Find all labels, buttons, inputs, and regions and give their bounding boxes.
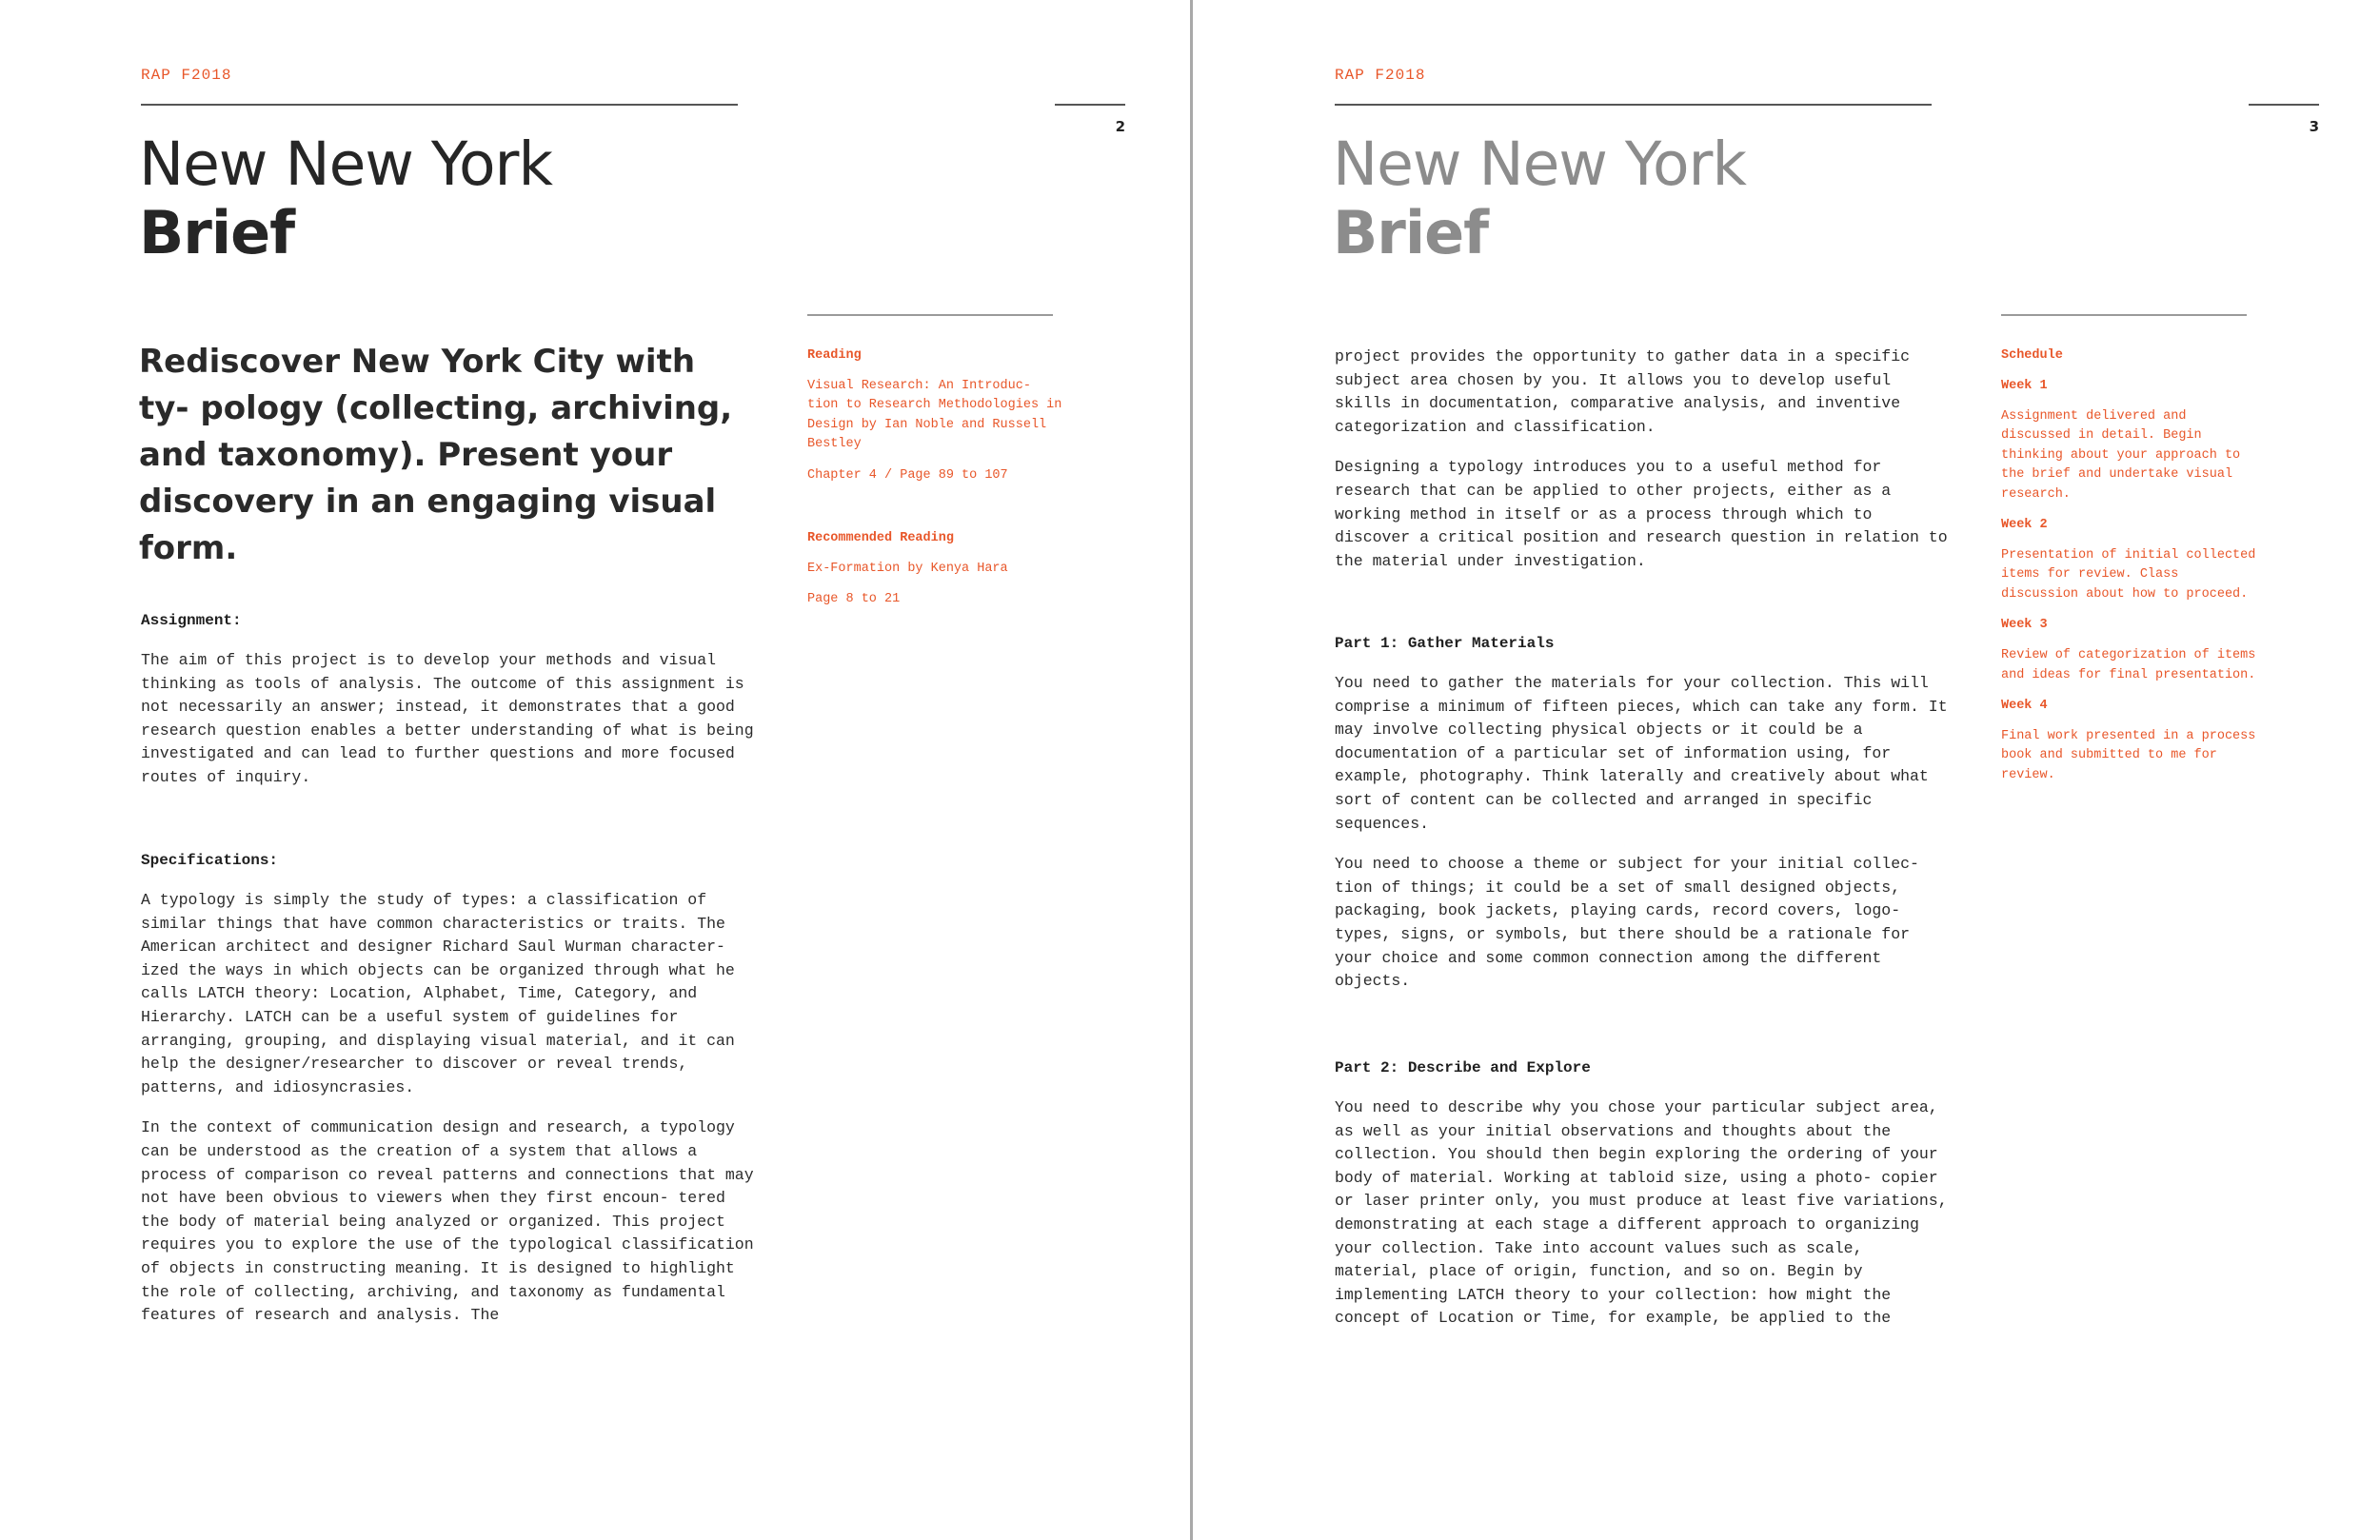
assignment-section	[141, 609, 755, 790]
intro-paragraph-1: project provides the opportunity to gather data in a specific subject area chosen by you. It allows you to develop useful skills in documentation, comparative analysis, and inventive categorization and classification.	[1335, 347, 1910, 436]
part1-section	[1335, 632, 1949, 994]
recommended-item: Ex-Formation by Kenya Hara	[807, 562, 1008, 577]
page-title-line2: Brief	[139, 198, 295, 267]
page-3	[1194, 0, 2380, 1540]
part2-section	[1335, 1056, 1949, 1331]
page-title-line1: New New York	[139, 129, 552, 199]
part1-heading: Part 1: Gather Materials	[1335, 635, 1555, 652]
week-3-label: Week 3	[2001, 618, 2048, 633]
reading-item: Visual Research: An Introduc- tion to Research Methodologies in Design by Ian Noble and Russell Bestley	[807, 379, 1062, 452]
part2-heading: Part 2: Describe and Explore	[1335, 1059, 1591, 1076]
page-number: 2	[1115, 118, 1125, 135]
week-3-text: Review of categorization of items and ideas for final presentation.	[2001, 648, 2256, 682]
intro-section	[1335, 346, 1949, 573]
intro-paragraph-2: Designing a typology introduces you to a useful method for research that can be applied to other projects, either as a working method in itself or as a process through which to discover a critical position and research question in relation to the material under investigation.	[1335, 458, 1948, 570]
page-number-rule	[2249, 104, 2319, 106]
specifications-heading: Specifications:	[141, 852, 279, 869]
page-number: 3	[2309, 118, 2319, 135]
week-4-label: Week 4	[2001, 699, 2048, 714]
page-fold-divider	[1190, 0, 1193, 1540]
reading-sidebar	[807, 314, 1064, 610]
assignment-paragraph: The aim of this project is to develop your methods and visual thinking as tools of analysis. The outcome of this assignment is not necessarily an answer; instead, it demonstrates that a good research question enables a better understanding of what is being investigated and can lead to further questions and more focused routes of inquiry.	[141, 651, 754, 786]
sidebar-rule	[2001, 314, 2247, 316]
week-1-label: Week 1	[2001, 379, 2048, 393]
week-2-text: Presentation of initial collected items for review. Class discussion about how to proceed.	[2001, 548, 2256, 602]
recommended-pages: Page 8 to 21	[807, 592, 901, 607]
schedule-heading: Schedule	[2001, 348, 2063, 363]
sidebar-rule	[807, 314, 1053, 316]
reading-pages: Chapter 4 / Page 89 to 107	[807, 467, 1008, 483]
page-title-line2: Brief	[1333, 198, 1489, 267]
week-2-label: Week 2	[2001, 518, 2048, 533]
specifications-paragraph-2: In the context of communication design and research, a typology can be understood as the creation of a system that allows a process of comparison co reveal patterns and connections that may not have been obvious to viewers when they first encoun- tered the body of material being analyzed or organized. This project requires you to explore the use of the typological classification of objects in constructing meaning. It is designed to highlight the role of collecting, archiving, and taxonomy as fundamental features of research and analysis. The	[141, 1118, 754, 1325]
part1-paragraph-2: You need to choose a theme or subject for your initial collec- tion of things; it could be a set of small designed objects, packaging, book jackets, playing cards, record covers, logo- types, signs, or symbols, but there should be a rationale for your choice and some common connection among the different objects.	[1335, 855, 1919, 991]
part2-paragraph: You need to describe why you chose your particular subject area, as well as your initial observations and thoughts about the collection. You should then begin exploring the ordering of your body of material. Working at tabloid size, using a photo- copier or laser printer only, you must produce at least five variations, demonstrating at each stage a different approach to organizing your collection. Take into account values such as scale, material, place of origin, function, and so on. Begin by implementing LATCH theory to your collection: how might the concept of Location or Time, for example, be applied to the	[1335, 1098, 1948, 1328]
specifications-paragraph-1: A typology is simply the study of types: a classification of similar things that have common characteristics or traits. The American architect and designer Richard Saul Wurman character- ized the ways in which objects can be organized through what he calls LATCH theory: Location, Alphabet, Time, Category, and Hierarchy. LATCH can be a useful system of guidelines for arranging, grouping, and displaying visual material, and it can help the designer/researcher to discover or reveal trends, patterns, and idiosyncrasies.	[141, 891, 735, 1096]
lede-statement: Rediscover New York City with ty- pology (collecting, archiving, and taxonomy). Present your discovery in an engaging visual form.	[139, 343, 733, 567]
week-1-text: Assignment delivered and discussed in detail. Begin thinking about your approach to the brief and undertake visual research.	[2001, 409, 2241, 502]
schedule-sidebar	[2001, 314, 2258, 785]
week-4-text: Final work presented in a process book and submitted to me for review.	[2001, 729, 2256, 782]
page-title-line1: New New York	[1333, 129, 1746, 199]
header-rule	[1335, 104, 1932, 106]
page-number-rule	[1055, 104, 1125, 106]
recommended-reading-heading: Recommended Reading	[807, 531, 954, 546]
reading-heading: Reading	[807, 348, 862, 363]
part1-paragraph-1: You need to gather the materials for your collection. This will comprise a minimum of fifteen pieces, which can take any form. It may involve collecting physical objects or it could be a documentation of a particular set of information using, for example, photography. Think laterally and creatively about what sort of content can be collected and arranged in specific sequences.	[1335, 674, 1948, 833]
header-label: RAP F2018	[1335, 67, 1426, 84]
header-label: RAP F2018	[141, 67, 232, 84]
specifications-section	[141, 849, 755, 1328]
assignment-heading: Assignment:	[141, 612, 242, 629]
header-rule	[141, 104, 738, 106]
